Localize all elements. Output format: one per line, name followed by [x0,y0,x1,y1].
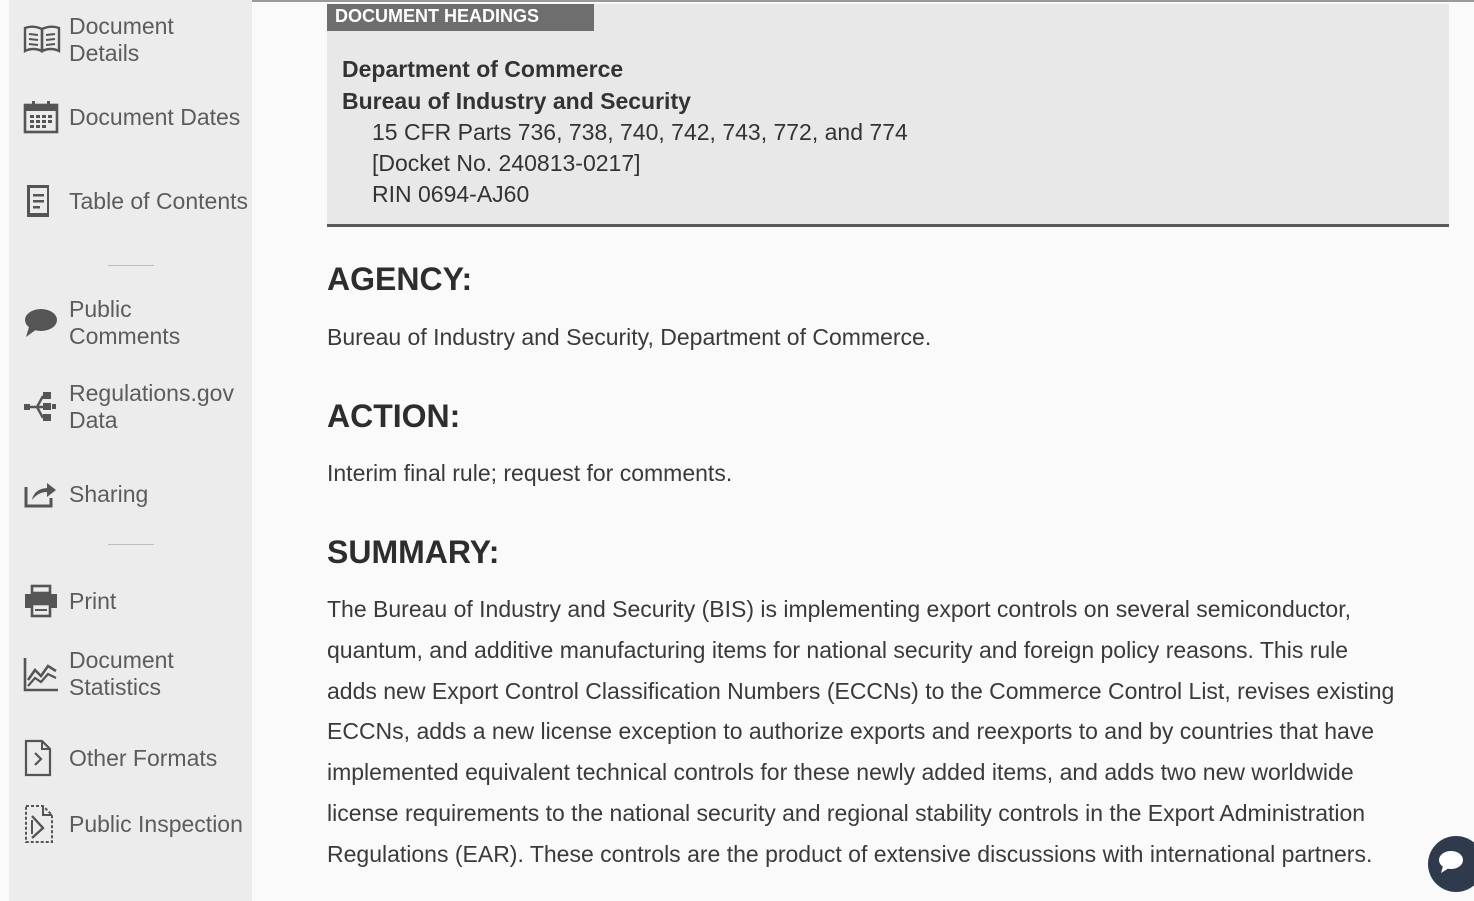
summary-line: implemented equivalent technical controls for these newly added items, and adds two new worldwide [327,759,1354,786]
summary-line: license requirements to the national security and regional stability controls in the Export Administration [327,799,1366,826]
headings-bureau: Bureau of Industry and Security [342,88,691,114]
sidebar-divider [108,544,154,545]
agency-text: Bureau of Industry and Security, Department of Commerce. [327,324,932,350]
sidebar-item-table-of-contents[interactable] [23,181,249,221]
action-heading: ACTION: [327,398,461,434]
summary-line: adds new Export Control Classification Numbers (ECCNs) to the Commerce Control List, revises existing [327,677,1395,704]
printer-icon [23,581,63,621]
sidebar-item-document-dates[interactable] [23,97,249,137]
sidebar-item-other-formats[interactable] [23,738,249,778]
sidebar-item-regulations-gov-data[interactable] [23,380,249,434]
sidebar-item-label: Public Comments [69,296,181,349]
top-divider [252,0,1474,2]
sidebar-item-label: Public Inspection [69,810,243,837]
sidebar-item-label: Print [69,587,117,614]
public-inspection-icon [23,804,63,844]
sidebar-item-print[interactable] [23,581,249,621]
sidebar-item-label: Document Details [69,13,174,66]
data-tree-icon [23,387,63,427]
summary-line: ECCNs, adds a new license exception to authorize exports and reexports to and by countries that have [327,718,1375,745]
sidebar-divider [108,265,154,266]
agency-heading: AGENCY: [327,261,473,297]
sidebar-item-label: Other Formats [69,744,218,771]
calendar-icon [23,97,63,137]
sidebar-item-public-comments[interactable] [23,296,249,350]
table-of-contents-icon [23,181,63,221]
sidebar-item-label: Document Dates [69,103,241,130]
sidebar-item-label: Sharing [69,480,149,507]
headings-department: Department of Commerce [342,56,624,82]
book-open-icon [23,20,63,60]
sidebar-item-document-details[interactable] [23,13,249,67]
sidebar-item-label: Regulations.gov Data [69,380,234,433]
sidebar-item-label: Table of Contents [69,187,249,214]
document-headings [327,4,1449,227]
summary-line: The Bureau of Industry and Security (BIS) is implementing export controls on several semiconductor, [327,596,1351,622]
chat-button[interactable] [1428,836,1474,892]
document-headings-tab: DOCUMENT HEADINGS [327,4,594,31]
sidebar-item-public-inspection[interactable] [23,804,249,844]
chart-icon [23,654,63,694]
sidebar [9,0,252,901]
headings-docket: [Docket No. 240813-0217] [372,150,641,176]
summary-text [327,589,1447,875]
headings-cfr-parts: 15 CFR Parts 736, 738, 740, 742, 743, 772, and 774 [372,119,908,145]
file-code-icon [23,738,63,778]
action-text: Interim final rule; request for comments. [327,460,733,486]
sidebar-item-document-statistics[interactable] [23,647,249,701]
sidebar-item-label: Document Statistics [69,647,174,700]
summary-line: quantum, and additive manufacturing items for national security and foreign policy reasons. This rule [327,636,1349,663]
comment-bubble-icon [23,303,63,343]
share-icon [23,474,63,514]
summary-heading: SUMMARY: [327,534,500,570]
sidebar-item-sharing[interactable] [23,474,249,514]
headings-rin: RIN 0694-AJ60 [372,181,530,207]
summary-line: Regulations (EAR). These controls are the product of extensive discussions with international partners. [327,840,1373,867]
chat-icon [1438,850,1464,879]
